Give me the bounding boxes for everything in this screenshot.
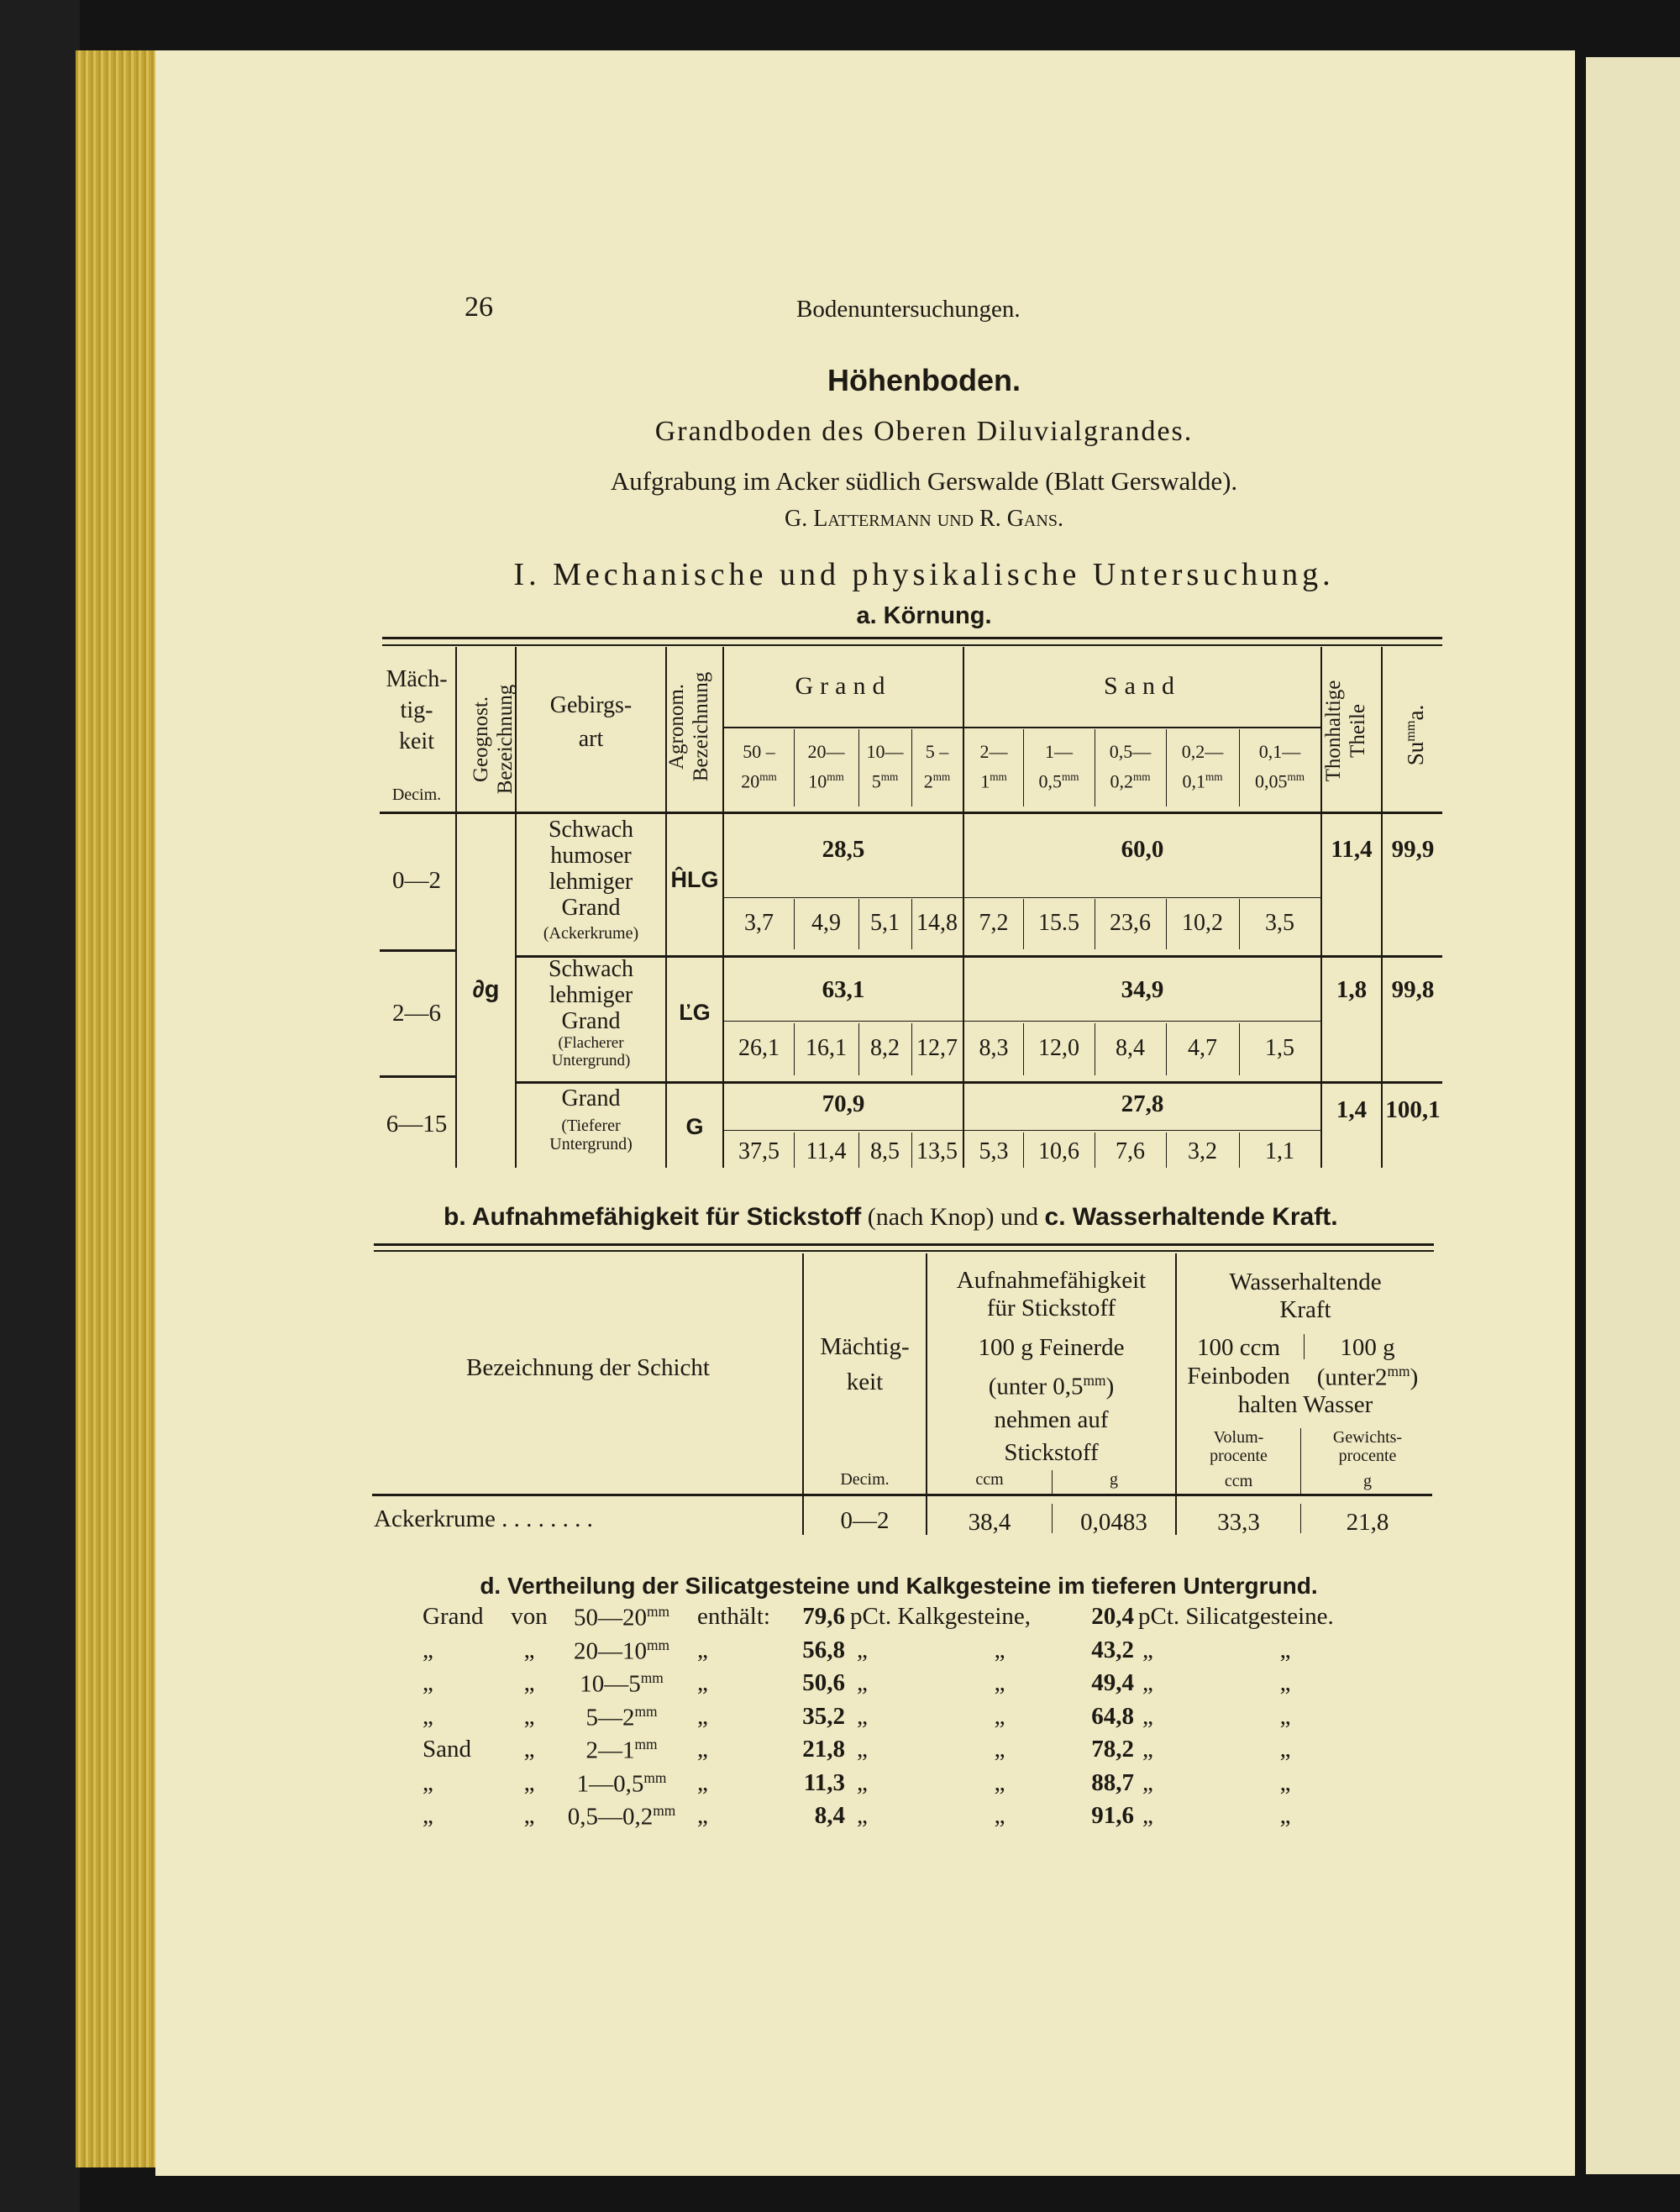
- dist-c: „: [697, 1736, 708, 1763]
- subhead-sand-1: 2— $1^{mm}$: [979, 741, 1008, 792]
- col-header-gebirgsart: Gebirgs- art: [549, 692, 633, 752]
- col-line: [455, 647, 457, 1168]
- dist-kalk: 8,4: [814, 1802, 845, 1829]
- col-header-maechtigkeit: Mäch- tig- keit: [386, 666, 448, 754]
- row3-depth: 6—15: [386, 1111, 448, 1138]
- dist-range: $10—5^{mm}$: [580, 1669, 664, 1698]
- group-header-grand: Grand: [795, 672, 892, 700]
- col-line: [963, 647, 964, 1168]
- row2-s4: 4,7: [1188, 1035, 1217, 1061]
- wasser-100ccm: 100 ccm: [1196, 1334, 1281, 1361]
- dist-b: von: [511, 1603, 548, 1630]
- dist-kalk: 21,8: [802, 1736, 845, 1763]
- dist-b: „: [523, 1669, 535, 1696]
- subhead-grand-4: 5 – $2^{mm}$: [923, 741, 951, 792]
- subhead-grand-3: 10— $5^{mm}$: [866, 741, 904, 792]
- row1-g4: 14,8: [916, 910, 958, 936]
- row-ackerkrume-vol: 33,3: [1217, 1509, 1260, 1536]
- dist-range: $50—20^{mm}$: [573, 1603, 670, 1631]
- subhead-grand-1: 50 – $20^{mm}$: [741, 741, 777, 792]
- dist-range: $2—1^{mm}$: [585, 1736, 658, 1764]
- row2-g2: 16,1: [806, 1035, 847, 1061]
- subhead-sand-4: 0,2— $0,1^{mm}$: [1181, 741, 1224, 792]
- dist-b: „: [523, 1702, 535, 1730]
- unit-ccm: ccm: [975, 1470, 1004, 1489]
- row2-g4: 12,7: [916, 1035, 958, 1061]
- row3-s5: 1,1: [1265, 1138, 1294, 1164]
- row1-s4: 10,2: [1182, 910, 1223, 936]
- aufnahme-description: 100 g Feinerde (unter $0,5^{mm}$) nehmen auf Stickstoff: [978, 1334, 1125, 1466]
- row2-g3: 8,2: [870, 1035, 900, 1061]
- row2-s1: 8,3: [979, 1035, 1009, 1061]
- subhead-sand-2: 1— $0,5^{mm}$: [1038, 741, 1079, 792]
- dist-s_unit: „: [1142, 1768, 1153, 1796]
- dist-s_unit: „: [1142, 1669, 1153, 1696]
- col-header-thonhaltige: Thonhaltige Theile: [1322, 680, 1369, 782]
- row1-s1: 7,2: [979, 910, 1009, 936]
- row1-g3: 5,1: [870, 910, 900, 936]
- unit-decim-b: Decim.: [840, 1470, 890, 1489]
- dist-k_unit: „: [857, 1768, 868, 1796]
- dist-c: „: [697, 1802, 708, 1829]
- dist-c: „: [697, 1669, 708, 1696]
- dist-k2: „: [994, 1802, 1005, 1829]
- dist-b: „: [523, 1736, 535, 1763]
- row1-g2: 4,9: [811, 910, 841, 936]
- dist-a: „: [423, 1669, 433, 1696]
- col-header-maechtigkeit-b: Mächtig- keit: [820, 1333, 910, 1395]
- row3-g3: 8,5: [870, 1138, 900, 1164]
- row1-s3: 23,6: [1110, 910, 1151, 936]
- row2-sand-total: 34,9: [1121, 976, 1164, 1003]
- col-header-agronom: Agronom. Bezeichnung: [665, 671, 712, 782]
- dist-k_unit: „: [857, 1636, 868, 1663]
- row2-g1: 26,1: [738, 1035, 780, 1061]
- row2-s3: 8,4: [1116, 1035, 1145, 1061]
- dist-c: enthält:: [697, 1603, 770, 1630]
- dist-c: „: [697, 1636, 708, 1663]
- row1-thon: 11,4: [1331, 836, 1373, 863]
- dist-s2: „: [1279, 1802, 1291, 1829]
- row-ackerkrume-ccm: 38,4: [968, 1509, 1011, 1536]
- row-ackerkrume-gew: 21,8: [1346, 1509, 1389, 1536]
- dist-s_unit: „: [1142, 1702, 1153, 1730]
- dist-range: $20—10^{mm}$: [573, 1636, 670, 1665]
- row2-grand-total: 63,1: [822, 976, 865, 1003]
- dist-range: $0,5—0,2^{mm}$: [567, 1802, 676, 1831]
- dist-sil: 64,8: [1091, 1702, 1134, 1730]
- dist-k_unit: „: [857, 1702, 868, 1730]
- subtitle: Grandboden des Oberen Diluvialgrandes.: [654, 416, 1194, 447]
- dist-kalk: 35,2: [802, 1702, 845, 1730]
- facing-page: [1586, 57, 1680, 2174]
- rule: [382, 644, 1442, 646]
- col-header-bezeichnung: Bezeichnung der Schicht: [466, 1354, 710, 1381]
- row1-g1: 3,7: [744, 910, 774, 936]
- row2-agronom: ĽG: [679, 1000, 711, 1025]
- page-number: 26: [465, 292, 493, 323]
- dist-kalk: 56,8: [802, 1636, 845, 1663]
- row1-s2: 15.5: [1038, 910, 1079, 936]
- row3-g1: 37,5: [738, 1138, 780, 1164]
- row2-gebirgsart: Schwach lehmiger Grand (Flacherer Untergrund): [548, 956, 634, 1069]
- unit-ccm-w: ccm: [1224, 1472, 1253, 1490]
- dist-k2: „: [994, 1669, 1005, 1696]
- dist-a: „: [423, 1802, 433, 1829]
- running-title: Bodenuntersuchungen.: [796, 296, 1021, 323]
- row3-summa: 100,1: [1385, 1096, 1441, 1123]
- book-binding: [0, 0, 80, 2212]
- dist-s2: „: [1279, 1702, 1291, 1730]
- dist-s_unit: pCt. Silicatgesteine.: [1138, 1603, 1334, 1630]
- dist-b: „: [523, 1768, 535, 1796]
- col-header-gewichts: Gewichts- procente: [1332, 1428, 1403, 1465]
- dist-a: Sand: [423, 1736, 471, 1763]
- dist-a: „: [423, 1702, 433, 1730]
- row2-s2: 12,0: [1038, 1035, 1079, 1061]
- row2-summa: 99,8: [1391, 976, 1435, 1003]
- dist-s_unit: „: [1142, 1736, 1153, 1763]
- dist-sil: 49,4: [1091, 1669, 1134, 1696]
- dist-k2: „: [994, 1736, 1005, 1763]
- dist-a: „: [423, 1636, 433, 1663]
- row2-s5: 1,5: [1265, 1035, 1294, 1061]
- row3-thon: 1,4: [1336, 1096, 1368, 1123]
- dist-k_unit: „: [857, 1802, 868, 1829]
- row1-grand-total: 28,5: [822, 836, 865, 863]
- unit-g-w: g: [1363, 1472, 1372, 1490]
- unit-g: g: [1110, 1470, 1118, 1489]
- col-header-volum: Volum- procente: [1210, 1428, 1268, 1465]
- dist-s2: „: [1279, 1768, 1291, 1796]
- row3-agronom: G: [685, 1114, 704, 1139]
- row3-g4: 13,5: [916, 1138, 958, 1164]
- rule: [964, 727, 1320, 728]
- row3-s4: 3,2: [1188, 1138, 1217, 1164]
- wasser-unter2mm: $(unter2^{mm})$: [1316, 1363, 1419, 1391]
- geognost-value: ∂g: [472, 976, 500, 1003]
- group-header-sand: Sand: [1104, 672, 1181, 700]
- dist-c: „: [697, 1702, 708, 1730]
- section-heading-1: I. Mechanische und physikalische Untersuchung.: [513, 557, 1335, 592]
- row3-g2: 11,4: [806, 1138, 847, 1164]
- wasser-100g: 100 g: [1340, 1334, 1395, 1361]
- row1-summa: 99,9: [1391, 836, 1435, 863]
- dist-b: „: [523, 1636, 535, 1663]
- col-header-aufnahme: Aufnahmefähigkeit für Stickstoff: [956, 1267, 1147, 1321]
- subhead-sand-5: 0,1— $0,05^{mm}$: [1254, 741, 1305, 792]
- wasser-feinboden: Feinboden: [1187, 1363, 1290, 1390]
- dist-sil: 78,2: [1091, 1736, 1134, 1763]
- col-header-geognost: Geognost. Bezeichnung: [470, 684, 517, 795]
- dist-range: $5—2^{mm}$: [585, 1702, 658, 1731]
- dist-k2: „: [994, 1636, 1005, 1663]
- dist-k_unit: „: [857, 1669, 868, 1696]
- dist-sil: 43,2: [1091, 1636, 1134, 1663]
- dist-kalk: 11,3: [803, 1768, 845, 1796]
- row1-sand-total: 60,0: [1121, 836, 1164, 863]
- dist-sil: 20,4: [1091, 1603, 1134, 1630]
- subhead-sand-3: 0,5— $0,2^{mm}$: [1109, 741, 1152, 792]
- dist-range: $1—0,5^{mm}$: [576, 1768, 667, 1798]
- row3-s3: 7,6: [1116, 1138, 1145, 1164]
- col-line: [1381, 647, 1383, 1168]
- rule: [380, 812, 1442, 814]
- subhead-grand-2: 20— $10^{mm}$: [807, 741, 845, 792]
- row2-depth: 2—6: [392, 1000, 441, 1027]
- dist-s2: „: [1279, 1736, 1291, 1763]
- row-ackerkrume-depth: 0—2: [840, 1507, 890, 1534]
- col-header-wasser: Wasserhaltende Kraft: [1229, 1269, 1382, 1323]
- dist-s_unit: „: [1142, 1636, 1153, 1663]
- dist-k_unit: pCt. Kalkgesteine,: [850, 1603, 1032, 1630]
- row3-s1: 5,3: [979, 1138, 1009, 1164]
- dist-s2: „: [1279, 1669, 1291, 1696]
- col-header-summa: $Su^{mm}a$.: [1403, 704, 1428, 766]
- row1-gebirgsart: Schwach humoser lehmiger Grand (Ackerkrume): [543, 817, 639, 943]
- row-ackerkrume-name: Ackerkrume . . . . . . . .: [374, 1505, 593, 1532]
- location-line: Aufgrabung im Acker südlich Gerswalde (Blatt Gerswalde).: [610, 466, 1238, 496]
- dist-b: „: [523, 1802, 535, 1829]
- rule: [382, 637, 1442, 639]
- section-heading-a: a. Körnung.: [856, 602, 992, 629]
- row1-s5: 3,5: [1265, 910, 1294, 936]
- dist-kalk: 50,6: [802, 1669, 845, 1696]
- section-heading-d: d. Vertheilung der Silicatgesteine und Kalkgesteine im tieferen Untergrund.: [480, 1573, 1318, 1599]
- row3-sand-total: 27,8: [1121, 1090, 1164, 1117]
- dist-c: „: [697, 1768, 708, 1796]
- main-title: Höhenboden.: [827, 363, 1021, 397]
- row3-grand-total: 70,9: [822, 1090, 865, 1117]
- row3-s2: 10,6: [1038, 1138, 1079, 1164]
- dist-s_unit: „: [1142, 1802, 1153, 1829]
- row1-depth: 0—2: [392, 867, 441, 894]
- dist-k2: „: [994, 1768, 1005, 1796]
- rule: [724, 727, 963, 728]
- wasser-halten: halten Wasser: [1237, 1391, 1373, 1418]
- dist-k2: „: [994, 1702, 1005, 1730]
- dist-a: „: [423, 1768, 433, 1796]
- dist-s2: „: [1279, 1636, 1291, 1663]
- dist-sil: 88,7: [1091, 1768, 1134, 1796]
- authors-line: G. Lattermann und R. Gans.: [785, 506, 1063, 532]
- row1-agronom: ĤLG: [670, 867, 719, 892]
- page-edges: [76, 50, 155, 2167]
- row2-thon: 1,8: [1336, 976, 1368, 1003]
- dist-a: Grand: [423, 1603, 484, 1630]
- dist-kalk: 79,6: [802, 1603, 845, 1630]
- row3-gebirgsart: Grand (Tieferer Untergrund): [549, 1085, 633, 1153]
- section-heading-bc: b. Aufnahmefähigkeit für Stickstoff (nach Knop) und c. Wasserhaltende Kraft.: [444, 1203, 1338, 1231]
- dist-k_unit: „: [857, 1736, 868, 1763]
- row-ackerkrume-g: 0,0483: [1080, 1509, 1147, 1536]
- dist-sil: 91,6: [1091, 1802, 1134, 1829]
- unit-decim: Decim.: [391, 785, 442, 804]
